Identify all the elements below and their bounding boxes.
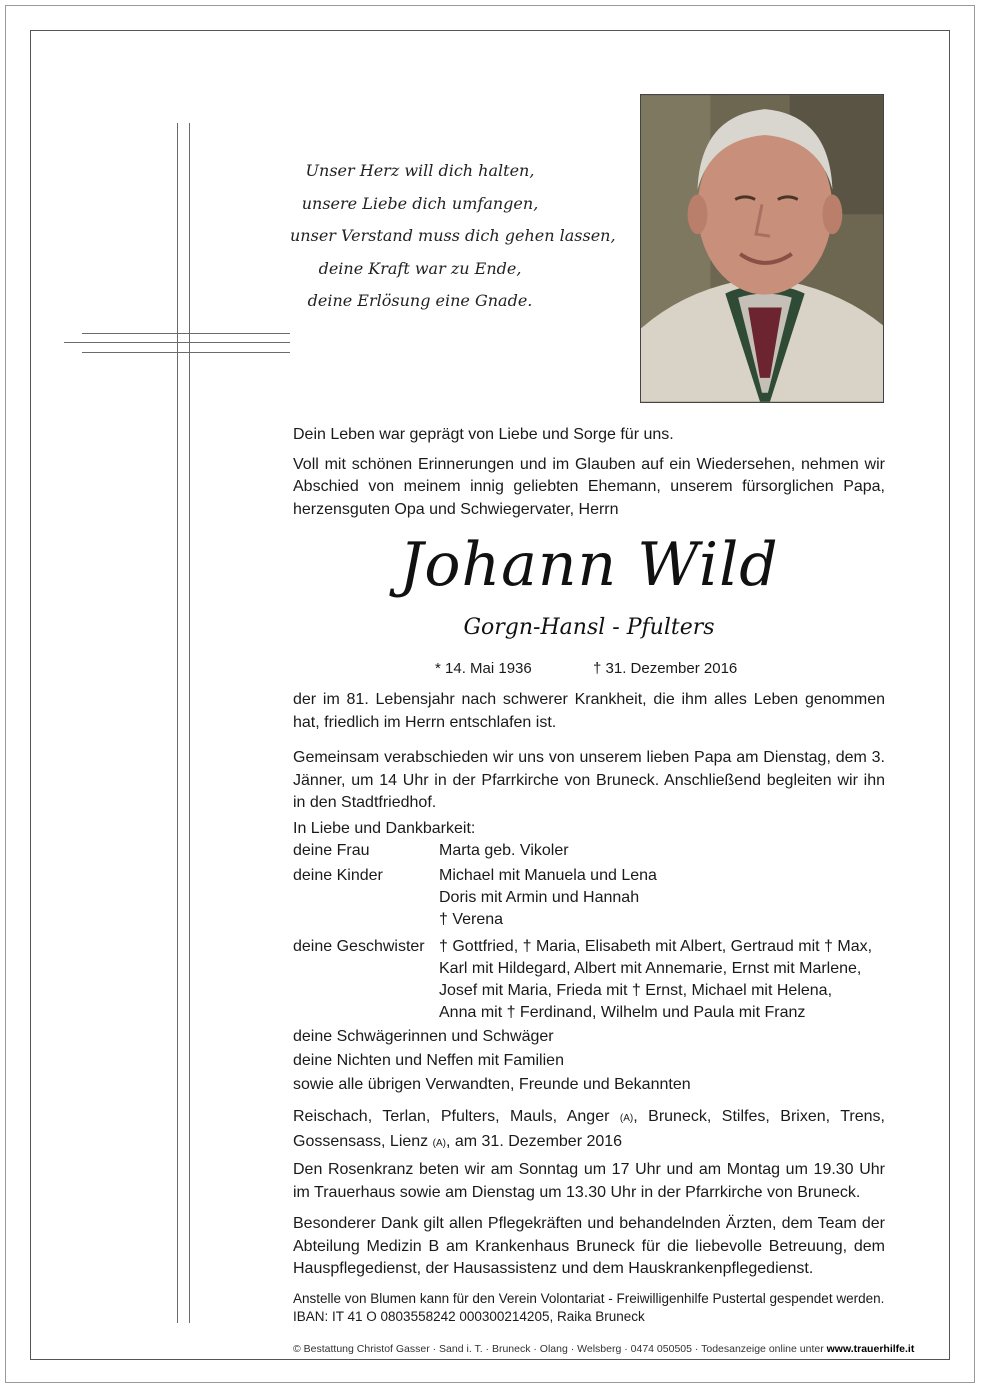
- poem-line: unsere Liebe dich umfangen,: [301, 193, 539, 213]
- survivor-name: Doris mit Armin und Hannah: [439, 889, 640, 906]
- death-date: † 31. Dezember 2016: [593, 660, 738, 677]
- places-line: [293, 1106, 885, 1155]
- after-paragraph: Gemeinsam verabschieden wir uns von unserem lieben Papa am Dienstag, dem 3. Jänner, um 14 Uhr in der Pfarrkirche von Bruneck. Anschließend begleiten wir ihn in den Stadtfriedhof.: [293, 749, 885, 811]
- survivors: [293, 818, 885, 1096]
- survivor-name: † Verena: [439, 911, 504, 928]
- survivor-row: [293, 936, 885, 1024]
- after-text: [293, 689, 885, 815]
- survivor-name: Anna mit † Ferdinand, Wilhelm und Paula mit Franz: [439, 1004, 806, 1021]
- donation-line: Anstelle von Blumen kann für den Verein Volontariat - Freiwilligenhilfe Pustertal gespendet werden.: [293, 1291, 885, 1306]
- survivor-row: [293, 865, 885, 931]
- survivor-label: deine Geschwister: [293, 938, 425, 955]
- places-sub: (A): [432, 1137, 446, 1149]
- survivor-extra: deine Schwägerinnen und Schwäger: [293, 1028, 554, 1045]
- places-part: , am 31. Dezember 2016: [445, 1132, 623, 1150]
- poem: [290, 155, 616, 318]
- portrait-photo: [640, 94, 884, 403]
- survivor-extra: sowie alle übrigen Verwandten, Freunde und Bekannten: [293, 1076, 691, 1093]
- intro-paragraph: Voll mit schönen Erinnerungen und im Glauben auf ein Wiedersehen, nehmen wir Abschied von meinem innig geliebten Ehemann, unserem fürsorglichen Papa, herzensguten Opa und Schwiegervater, Herrn: [293, 455, 885, 518]
- survivor-row: [293, 840, 885, 862]
- portrait-illustration: [641, 95, 883, 402]
- intro-text: [293, 424, 885, 521]
- poem-line: unser Verstand muss dich gehen lassen,: [290, 226, 616, 245]
- survivor-label: deine Kinder: [293, 867, 383, 884]
- deceased-nickname: Gorgn-Hansl - Pfulters: [463, 615, 715, 640]
- donation-text: [293, 1290, 885, 1326]
- poem-line: deine Erlösung eine Gnade.: [307, 291, 533, 310]
- places-part: Reischach, Terlan, Pfulters, Mauls, Anger: [293, 1108, 620, 1125]
- rosary-text: Den Rosenkranz beten wir am Sonntag um 17 Uhr und am Montag um 19.30 Uhr im Trauerhaus sowie am Dienstag um 13.30 Uhr in der Pfarrkirche von Bruneck.: [293, 1161, 885, 1201]
- birth-date: * 14. Mai 1936: [435, 660, 532, 677]
- footer-link[interactable]: www.trauerhilfe.it: [826, 1343, 915, 1355]
- places-part: , Bruneck, Stilfes, Brixen, Trens, Gossensass, Lienz: [293, 1108, 885, 1150]
- footer: [293, 1342, 917, 1356]
- survivor-name: † Gottfried, † Maria, Elisabeth mit Albert, Gertraud mit † Max,: [439, 938, 873, 955]
- poem-line: deine Kraft war zu Ende,: [318, 258, 522, 278]
- intro-paragraph: Dein Leben war geprägt von Liebe und Sorge für uns.: [293, 426, 674, 443]
- footer-text: © Bestattung Christof Gasser · Sand i. T. · Bruneck · Olang · Welsberg · 0474 050505 · Todesanzeige online unter: [293, 1343, 827, 1355]
- places-text: [293, 1106, 885, 1155]
- poem-line: Unser Herz will dich halten,: [305, 161, 535, 180]
- survivor-name: Karl mit Hildegard, Albert mit Annemarie, Ernst mit Marlene,: [439, 960, 862, 977]
- after-paragraph: der im 81. Lebensjahr nach schwerer Krankheit, die ihm alles Leben genommen hat, friedlich im Herrn entschlafen ist.: [293, 691, 885, 731]
- donation-line: IBAN: IT 41 O 0803558242 000300214205, Raika Bruneck: [293, 1309, 645, 1324]
- survivors-heading: In Liebe und Dankbarkeit:: [293, 820, 476, 837]
- survivor-name: Josef mit Maria, Frieda mit † Ernst, Michael mit Helena,: [439, 982, 833, 999]
- thanks-text: Besonderer Dank gilt allen Pflegekräften und behandelnden Ärzten, dem Team der Abteilung Medizin B am Krankenhaus Bruneck für die liebevolle Betreuung, dem Hauspflegedienst, der Hausassistenz und dem Hauskrankenpflegedienst.: [293, 1215, 885, 1277]
- survivor-extra: deine Nichten und Neffen mit Familien: [293, 1052, 564, 1069]
- deceased-name: Johann Wild: [399, 530, 779, 600]
- survivor-name: Michael mit Manuela und Lena: [439, 867, 657, 884]
- survivor-label: deine Frau: [293, 842, 370, 859]
- survivor-name: Marta geb. Vikoler: [439, 842, 569, 859]
- places-sub: (A): [619, 1113, 634, 1124]
